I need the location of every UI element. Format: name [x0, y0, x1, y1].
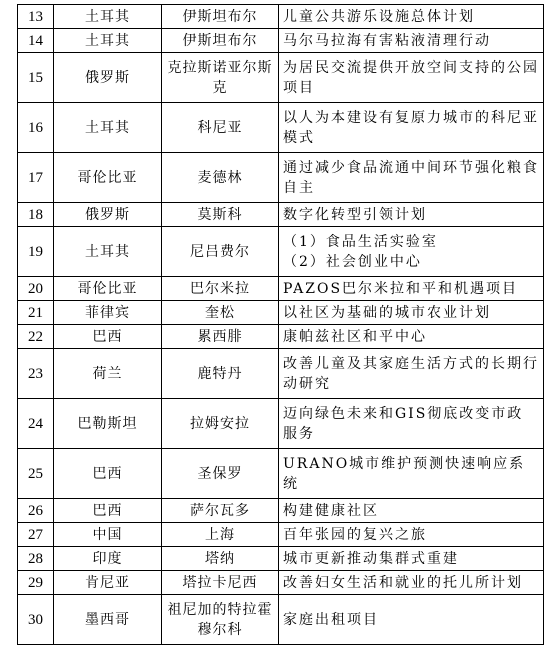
row-number: 14 — [18, 29, 54, 53]
country-cell: 墨西哥 — [54, 595, 162, 645]
city-cell: 巴尔米拉 — [162, 277, 279, 301]
country-cell: 巴西 — [54, 449, 162, 499]
row-number: 23 — [18, 349, 54, 399]
row-number: 25 — [18, 449, 54, 499]
row-number: 26 — [18, 499, 54, 523]
row-number: 13 — [18, 5, 54, 29]
project-table — [17, 4, 544, 645]
table-row — [18, 227, 544, 277]
project-cell: 以人为本建设有复原力城市的科尼亚模式 — [279, 103, 544, 153]
table-row — [18, 29, 544, 53]
city-cell: 萨尔瓦多 — [162, 499, 279, 523]
country-cell: 俄罗斯 — [54, 53, 162, 103]
country-cell: 哥伦比亚 — [54, 277, 162, 301]
row-number: 18 — [18, 203, 54, 227]
table-row — [18, 277, 544, 301]
city-cell: 科尼亚 — [162, 103, 279, 153]
country-cell: 巴西 — [54, 325, 162, 349]
project-cell: 迈向绿色未来和GIS彻底改变市政服务 — [279, 399, 544, 449]
country-cell: 菲律宾 — [54, 301, 162, 325]
table-row — [18, 103, 544, 153]
city-cell: 伊斯坦布尔 — [162, 5, 279, 29]
project-cell: 改善妇女生活和就业的托儿所计划 — [279, 571, 544, 595]
row-number: 17 — [18, 153, 54, 203]
table-row — [18, 571, 544, 595]
row-number: 27 — [18, 523, 54, 547]
project-cell: PAZOS巴尔米拉和平和机遇项目 — [279, 277, 544, 301]
row-number: 29 — [18, 571, 54, 595]
city-cell: 莫斯科 — [162, 203, 279, 227]
table-row — [18, 547, 544, 571]
city-cell: 克拉斯诺亚尔斯克 — [162, 53, 279, 103]
country-cell: 巴勒斯坦 — [54, 399, 162, 449]
table-row — [18, 499, 544, 523]
table-row — [18, 325, 544, 349]
city-cell: 鹿特丹 — [162, 349, 279, 399]
project-cell: 康帕兹社区和平中心 — [279, 325, 544, 349]
table-row — [18, 523, 544, 547]
project-line: （1）食品生活实验室 — [283, 233, 438, 250]
table-row — [18, 203, 544, 227]
city-cell: 麦德林 — [162, 153, 279, 203]
row-number: 19 — [18, 227, 54, 277]
row-number: 22 — [18, 325, 54, 349]
table-row — [18, 449, 544, 499]
table-row — [18, 399, 544, 449]
country-cell: 荷兰 — [54, 349, 162, 399]
project-cell: 家庭出租项目 — [279, 595, 544, 645]
country-cell: 土耳其 — [54, 103, 162, 153]
table-row — [18, 153, 544, 203]
project-cell: 改善儿童及其家庭生活方式的长期行动研究 — [279, 349, 544, 399]
country-cell: 俄罗斯 — [54, 203, 162, 227]
country-cell: 土耳其 — [54, 29, 162, 53]
city-cell: 祖尼加的特拉霍穆尔科 — [162, 595, 279, 645]
project-cell: 构建健康社区 — [279, 499, 544, 523]
country-cell: 土耳其 — [54, 5, 162, 29]
project-cell: 为居民交流提供开放空间支持的公园项目 — [279, 53, 544, 103]
project-cell: 百年张园的复兴之旅 — [279, 523, 544, 547]
row-number: 30 — [18, 595, 54, 645]
project-cell: 儿童公共游乐设施总体计划 — [279, 5, 544, 29]
row-number: 16 — [18, 103, 54, 153]
row-number: 21 — [18, 301, 54, 325]
project-cell: URANO城市维护预测快速响应系统 — [279, 449, 544, 499]
project-cell: 通过减少食品流通中间环节强化粮食自主 — [279, 153, 544, 203]
city-cell: 伊斯坦布尔 — [162, 29, 279, 53]
table-row — [18, 5, 544, 29]
project-cell — [279, 227, 544, 277]
country-cell: 肯尼亚 — [54, 571, 162, 595]
country-cell: 土耳其 — [54, 227, 162, 277]
city-cell: 尼吕费尔 — [162, 227, 279, 277]
row-number: 24 — [18, 399, 54, 449]
city-cell: 上海 — [162, 523, 279, 547]
city-cell: 圣保罗 — [162, 449, 279, 499]
row-number: 15 — [18, 53, 54, 103]
row-number: 28 — [18, 547, 54, 571]
project-cell: 城市更新推动集群式重建 — [279, 547, 544, 571]
city-cell: 累西腓 — [162, 325, 279, 349]
country-cell: 巴西 — [54, 499, 162, 523]
table-row — [18, 301, 544, 325]
city-cell: 塔拉卡尼西 — [162, 571, 279, 595]
project-cell: 数字化转型引领计划 — [279, 203, 544, 227]
table-row — [18, 53, 544, 103]
table-row — [18, 595, 544, 645]
city-cell: 拉姆安拉 — [162, 399, 279, 449]
project-line: （2）社会创业中心 — [283, 253, 422, 270]
table-row — [18, 349, 544, 399]
project-cell: 马尔马拉海有害粘液清理行动 — [279, 29, 544, 53]
country-cell: 哥伦比亚 — [54, 153, 162, 203]
country-cell: 中国 — [54, 523, 162, 547]
row-number: 20 — [18, 277, 54, 301]
city-cell: 奎松 — [162, 301, 279, 325]
project-cell: 以社区为基础的城市农业计划 — [279, 301, 544, 325]
city-cell: 塔纳 — [162, 547, 279, 571]
country-cell: 印度 — [54, 547, 162, 571]
